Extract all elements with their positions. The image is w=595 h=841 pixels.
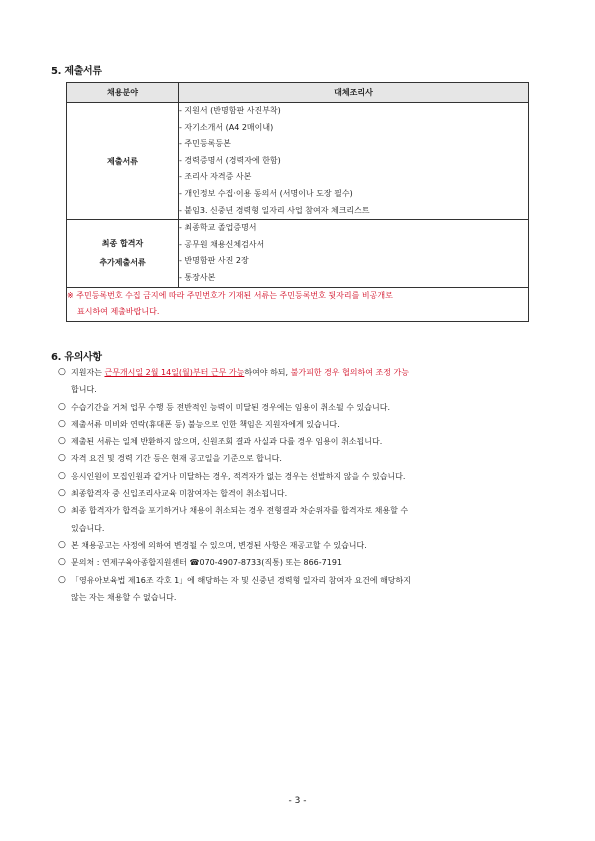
note-continuation: 있습니다. (71, 523, 105, 533)
documents-table (66, 82, 529, 322)
list-item: - 자기소개서 (A4 2매이내) (179, 122, 274, 132)
category-line: 최종 합격자 (101, 239, 144, 249)
page-number: - 3 - (288, 796, 307, 806)
list-item (58, 468, 538, 485)
list-item (58, 433, 538, 450)
list-item: - 지원서 (반명함판 사진부착) (179, 106, 281, 115)
circle-bullet-icon: ○ (58, 557, 66, 568)
table-row (67, 103, 529, 220)
list-item (58, 416, 538, 433)
table-note-row (67, 287, 529, 321)
circle-bullet-icon: ○ (58, 505, 66, 516)
note-text: 제출서류 미비와 연락(휴대폰 등) 불능으로 인한 책임은 지원자에게 있습니다. (71, 419, 340, 429)
note-text: 응시인원이 모집인원과 같거나 미달하는 경우, 적격자가 없는 경우는 선발하지 않을 수 있습니다. (71, 471, 406, 481)
row-category: 제출서류 (67, 103, 179, 220)
adjustment-highlight: 불가피한 경우 협의하여 조정 가능 (290, 368, 409, 377)
note-text (71, 364, 538, 381)
list-item: - 조리사 자격증 사본 (179, 172, 252, 182)
text-segment: 지원자는 (71, 368, 105, 377)
note-text: 최종합격자 중 신입조리사교육 미참여자는 합격이 취소됩니다. (71, 489, 288, 499)
list-item: - 통장사본 (179, 272, 216, 282)
note-text: 본 채용공고는 사정에 의하여 변경될 수 있으며, 변경된 사항은 재공고할 수 있습니다. (71, 540, 367, 550)
note-continuation: 합니다. (71, 385, 97, 395)
circle-bullet-icon: ○ (58, 574, 66, 585)
list-item (58, 502, 538, 519)
circle-bullet-icon: ○ (58, 470, 66, 481)
list-item: - 경력증명서 (경력자에 한함) (179, 155, 281, 165)
list-item: - 개인정보 수집·이용 동의서 (서명이나 도장 필수) (179, 188, 353, 198)
list-item: - 최종학교 졸업증명서 (179, 223, 257, 233)
note-text: 제출된 서류는 일체 반환하지 않으며, 신원조회 결과 사실과 다를 경우 임용이 취소됩니다. (71, 437, 383, 447)
list-item (58, 399, 538, 416)
section-5-title: 5. 제출서류 (51, 66, 102, 77)
circle-bullet-icon: ○ (58, 539, 66, 550)
row-items (179, 103, 529, 220)
note-line: ※ 주민등록번호 수집 금지에 따라 주민번호가 기재된 서류는 주민등록번호 뒷자리를 비공개로 (67, 290, 393, 300)
note-text: 자격 요건 및 경력 기간 등은 현재 공고일을 기준으로 합니다. (71, 454, 282, 464)
list-item (58, 554, 538, 571)
list-item: - 주민등록등본 (179, 139, 231, 149)
circle-bullet-icon: ○ (58, 488, 66, 499)
list-item (58, 537, 538, 554)
circle-bullet-icon: ○ (58, 436, 66, 447)
note-line: 표시하여 제출바랍니다. (77, 307, 160, 317)
text-segment: 하여야 하되, (244, 368, 291, 377)
contact-text: 문의처 : 연제구육아종합지원센터 ☎070-4907-8733(직통) 또는 866-7191 (71, 558, 342, 568)
circle-bullet-icon: ○ (58, 401, 66, 412)
circle-bullet-icon: ○ (58, 418, 66, 429)
list-item (58, 485, 538, 502)
circle-bullet-icon: ○ (58, 453, 66, 464)
circle-bullet-icon: ○ (58, 367, 66, 377)
note-continuation: 않는 자는 채용할 수 없습니다. (71, 592, 177, 602)
list-item (58, 364, 538, 381)
privacy-note (67, 287, 529, 321)
header-position: 대체조리사 (179, 83, 529, 103)
note-text: 최종 합격자가 합격을 포기하거나 채용이 취소되는 경우 전형결과 차순위자를 합격자로 채용할 수 (71, 506, 409, 516)
table-header-row (67, 83, 529, 103)
list-item: - 공무원 채용신체검사서 (179, 239, 265, 249)
category-line: 추가제출서류 (99, 258, 146, 268)
header-field: 채용분야 (67, 83, 179, 103)
note-text: 수습기간을 거쳐 업무 수행 등 전반적인 능력이 미달된 경우에는 임용이 취소될 수 있습니다. (71, 402, 390, 412)
list-item: - 반명함판 사진 2장 (179, 256, 249, 266)
row-category (67, 220, 179, 287)
list-item (58, 572, 538, 589)
list-item (58, 450, 538, 467)
section-6-title: 6. 유의사항 (51, 352, 102, 363)
note-text: 「영유아보육법 제16조 각호 1」에 해당하는 자 및 신중년 경력형 일자리 참여자 요건에 해당하지 (71, 575, 411, 585)
start-date-highlight: 근무개시일 2월 14일(월)부터 근무 가능 (104, 368, 245, 377)
list-item: - 붙임3. 신중년 경력형 일자리 사업 참여자 체크리스트 (179, 205, 370, 215)
notes-list (58, 364, 538, 606)
table-row (67, 220, 529, 287)
row-items (179, 220, 529, 287)
